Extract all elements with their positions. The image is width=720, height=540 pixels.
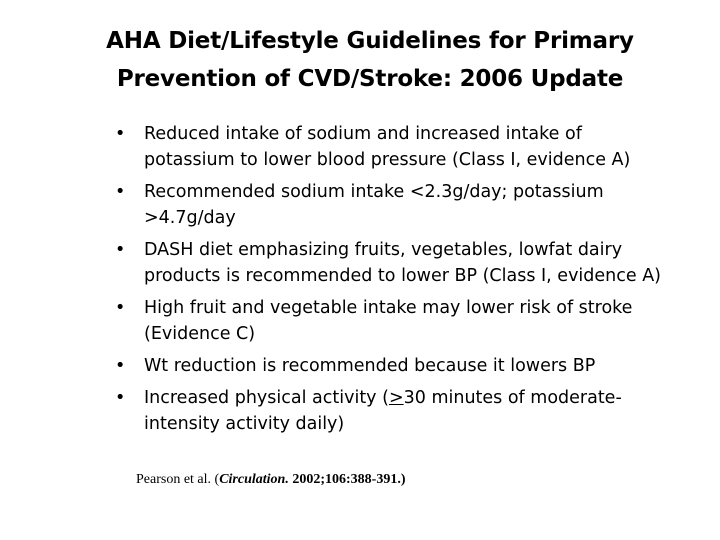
title-line-1: AHA Diet/Lifestyle Guidelines for Primary: [106, 28, 634, 54]
bullet-text-line-1: Wt reduction is recommended because it lowers BP: [144, 356, 596, 376]
bullet-text-line-1: Reduced intake of sodium and increased intake of: [144, 124, 582, 144]
bullet-text-prefix: Increased physical activity (: [144, 388, 389, 408]
bullet-text-line-2: potassium to lower blood pressure (Class I, evidence A): [144, 150, 631, 170]
slide-title: [60, 22, 680, 98]
bullet-text-line-1: Recommended sodium intake <2.3g/day; potassium: [144, 182, 604, 202]
bullet-text-line-2: (Evidence C): [144, 324, 256, 344]
bullet-glyph: •: [115, 298, 126, 318]
greater-equal-symbol: >: [388, 388, 404, 408]
citation-prefix: Pearson et al. (: [136, 472, 220, 487]
citation-details: 2002;106:388-391.): [288, 472, 406, 487]
bullet-item-fruit-vegetable: [0, 295, 720, 347]
bullet-item-physical-activity: [0, 385, 720, 437]
bullet-item-dash-diet: [0, 237, 720, 289]
bullet-text-line-2: products is recommended to lower BP (Class I, evidence A): [144, 266, 662, 286]
bullet-text-line-2: >4.7g/day: [144, 208, 236, 228]
citation: [136, 472, 406, 488]
bullet-item-recommended-intake: [0, 179, 720, 231]
bullet-item-weight-reduction: [0, 353, 720, 379]
bullet-text-suffix: 30 minutes of moderate-: [403, 388, 622, 408]
title-line-2: Prevention of CVD/Stroke: 2006 Update: [116, 66, 624, 92]
bullet-glyph: •: [115, 182, 126, 202]
bullet-text-line-1: [144, 385, 720, 411]
bullet-glyph: •: [115, 124, 126, 144]
bullet-text-line-1: High fruit and vegetable intake may lower risk of stroke: [144, 298, 633, 318]
bullet-glyph: •: [115, 240, 126, 260]
citation-journal: Circulation.: [219, 472, 289, 487]
bullet-glyph: •: [115, 356, 126, 376]
bullet-text-line-2: intensity activity daily): [144, 414, 345, 434]
bullet-text-line-1: DASH diet emphasizing fruits, vegetables, lowfat dairy: [144, 240, 623, 260]
bullet-glyph: •: [115, 388, 126, 408]
bullet-item-sodium-potassium: [0, 121, 720, 173]
bullet-list: [0, 121, 720, 443]
